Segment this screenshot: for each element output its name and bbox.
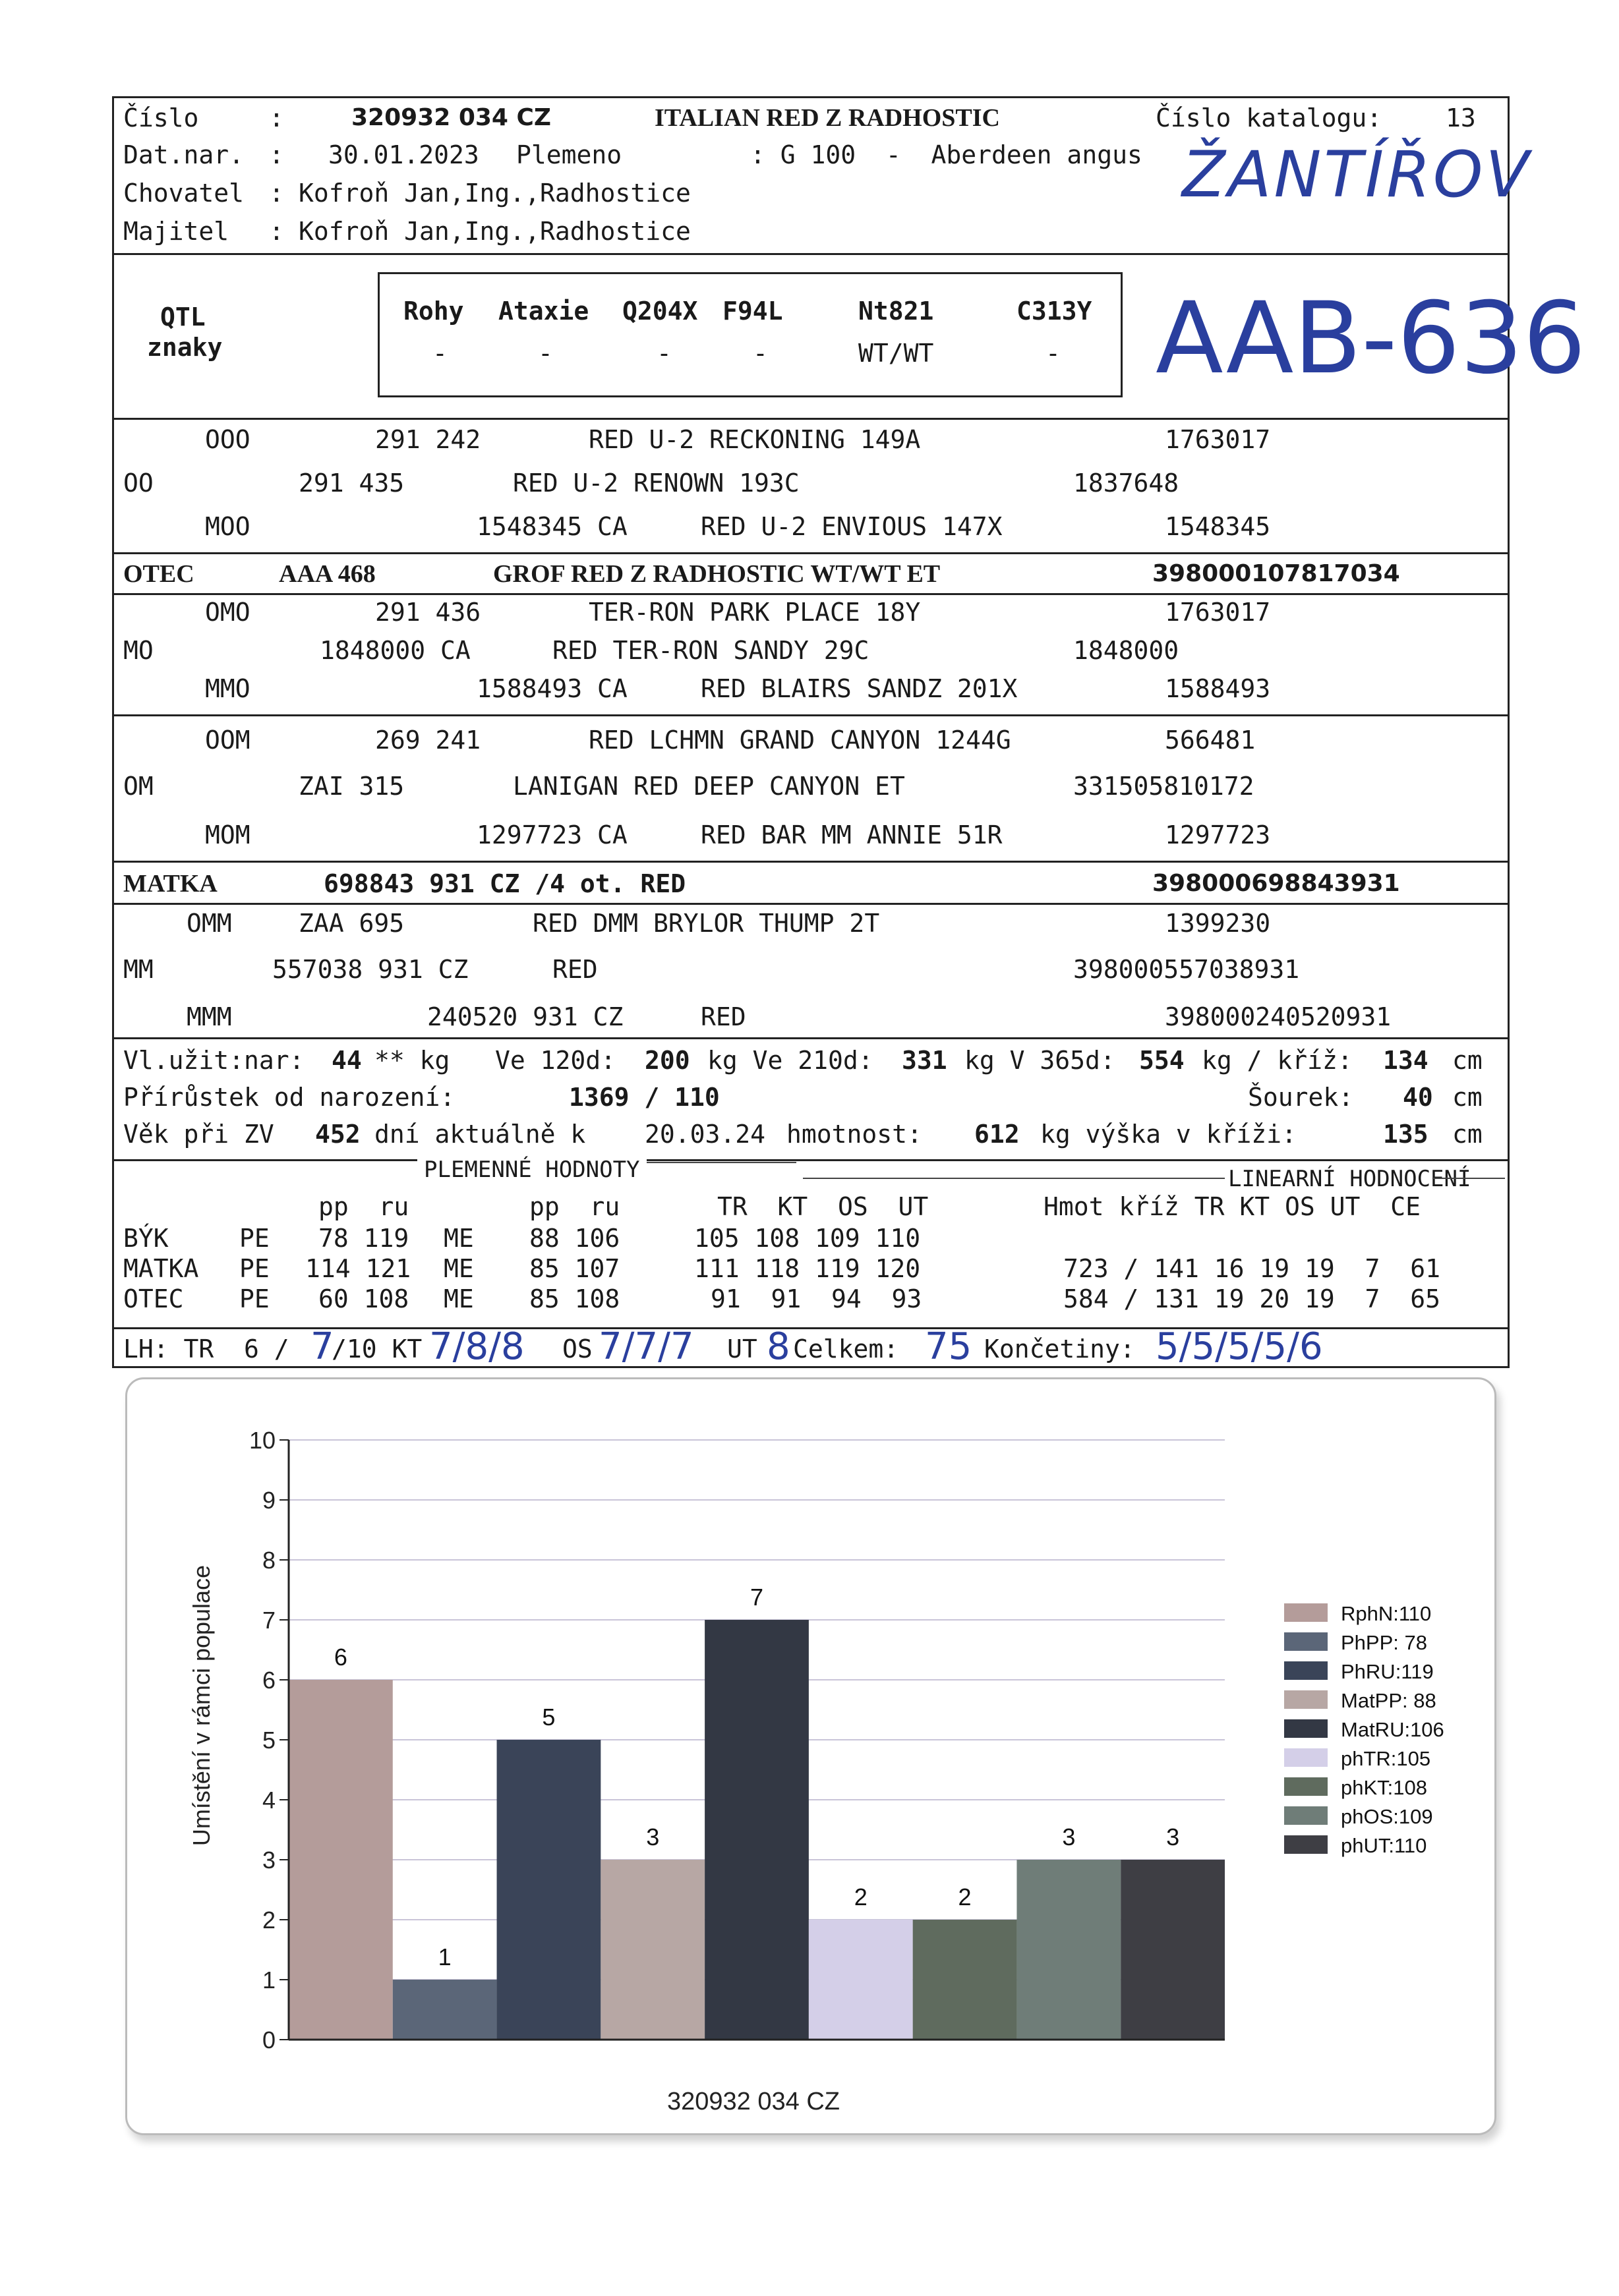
vyska-unit: cm bbox=[1452, 1120, 1483, 1149]
qtl-col-ataxie: Ataxie bbox=[498, 297, 589, 326]
lh-tr-rest: /10 KT bbox=[332, 1335, 423, 1363]
chart-canvas bbox=[127, 1379, 1496, 2135]
lh-kt-handwritten: 7/8/8 bbox=[429, 1325, 525, 1368]
performance-section bbox=[114, 1039, 1508, 1329]
om-reg: 331505810172 bbox=[1073, 772, 1254, 801]
row-me-values: 85 107 bbox=[529, 1254, 620, 1283]
om-code: OM bbox=[123, 772, 154, 801]
lh-os-label: OS bbox=[562, 1335, 593, 1363]
owner-label: Majitel bbox=[123, 217, 229, 246]
row-me: ME bbox=[444, 1254, 474, 1283]
moo-name: RED U-2 ENVIOUS 147X bbox=[701, 512, 1003, 541]
dam-code: MATKA bbox=[123, 870, 218, 898]
mom-reg: 1297723 bbox=[1165, 820, 1271, 849]
bar-1 bbox=[393, 1980, 497, 2040]
bar-6 bbox=[913, 1920, 1017, 2040]
moo-reg: 1548345 bbox=[1165, 512, 1271, 541]
lh-celkem-label: Celkem: bbox=[793, 1335, 899, 1363]
qtl-col-nt821: Nt821 bbox=[858, 297, 934, 326]
bar-5 bbox=[809, 1920, 913, 2040]
lh-label: LH: TR 6 / bbox=[123, 1335, 289, 1363]
legend-swatch bbox=[1284, 1690, 1328, 1709]
sire-row bbox=[114, 554, 1508, 595]
omm-code: OMM bbox=[187, 909, 232, 938]
moo-id: 1548345 CA bbox=[477, 512, 628, 541]
sire-reg: 398000107817034 bbox=[1152, 560, 1400, 587]
omo-id: 291 436 bbox=[375, 598, 481, 627]
population-placement-chart bbox=[125, 1377, 1496, 2135]
row-me-values: 88 106 bbox=[529, 1224, 620, 1253]
mom-name: RED BAR MM ANNIE 51R bbox=[701, 820, 1003, 849]
om-id: ZAI 315 bbox=[299, 772, 405, 801]
sourek-label: Šourek: bbox=[1248, 1083, 1354, 1112]
mmo-name: RED BLAIRS SANDZ 201X bbox=[701, 674, 1018, 703]
legend-swatch bbox=[1284, 1748, 1328, 1767]
qtl-section bbox=[114, 255, 1586, 420]
head-traits: TR KT OS UT bbox=[717, 1192, 929, 1221]
omo-reg: 1763017 bbox=[1165, 598, 1271, 627]
bar-value-label: 1 bbox=[438, 1943, 452, 1970]
bar-value-label: 2 bbox=[854, 1883, 868, 1910]
legend-entry: phTR:105 bbox=[1341, 1747, 1431, 1770]
lh-koncetiny-handwritten: 5/5/5/5/6 bbox=[1156, 1325, 1323, 1368]
sire-code: OTEC bbox=[123, 560, 194, 588]
dam-row bbox=[114, 863, 1508, 905]
chart-legend bbox=[1284, 1602, 1444, 1857]
mm-id: 557038 931 CZ bbox=[272, 955, 469, 984]
breeder: Kofroň Jan,Ing.,Radhostice bbox=[299, 179, 691, 208]
handwritten-code: AAB-636 bbox=[1156, 281, 1586, 396]
mom-id: 1297723 CA bbox=[477, 820, 628, 849]
kriz-label: kg / kříž: bbox=[1202, 1046, 1353, 1075]
head-pe: pp ru bbox=[318, 1192, 409, 1221]
plemenne-title: PLEMENNÉ HODNOTY bbox=[417, 1155, 647, 1184]
legend-entry: MatRU:106 bbox=[1341, 1718, 1444, 1741]
hmotnost-value: 612 bbox=[974, 1120, 1020, 1149]
row-label: OTEC bbox=[123, 1284, 184, 1313]
y-tick-label: 0 bbox=[262, 2026, 276, 2053]
oo-reg: 1837648 bbox=[1073, 469, 1179, 498]
animal-number: 320932 034 CZ bbox=[351, 104, 552, 131]
bar-value-label: 3 bbox=[646, 1823, 660, 1851]
ooo-reg: 1763017 bbox=[1165, 425, 1271, 454]
bar-value-label: 3 bbox=[1062, 1823, 1076, 1851]
sire-id: AAA 468 bbox=[279, 560, 376, 588]
vyska-label: kg výška v kříži: bbox=[1040, 1120, 1297, 1149]
colon: : bbox=[269, 103, 284, 132]
mmm-code: MMM bbox=[187, 1002, 232, 1031]
qtl-label: QTL bbox=[160, 302, 206, 331]
legend-entry: MatPP: 88 bbox=[1341, 1689, 1436, 1712]
ve210-label: kg Ve 210d: bbox=[707, 1046, 873, 1075]
mo-name: RED TER-RON SANDY 29C bbox=[552, 636, 869, 665]
dam-id: 698843 931 CZ /4 ot. RED bbox=[324, 869, 686, 898]
dam-dam-block bbox=[114, 905, 1508, 1039]
animal-name: ITALIAN RED Z RADHOSTIC bbox=[655, 104, 1001, 132]
mmm-reg: 398000240520931 bbox=[1165, 1002, 1392, 1031]
v365-value: 554 bbox=[1139, 1046, 1185, 1075]
row-pe: PE bbox=[239, 1254, 270, 1283]
bar-8 bbox=[1121, 1860, 1225, 2040]
legend-swatch bbox=[1284, 1661, 1328, 1680]
sourek-value: 40 bbox=[1403, 1083, 1433, 1112]
linearni-rule-right bbox=[1432, 1178, 1505, 1179]
lh-row bbox=[114, 1325, 1508, 1368]
legend-swatch bbox=[1284, 1835, 1328, 1854]
lh-ut-handwritten: 8 bbox=[767, 1325, 790, 1368]
row-traits: 105 108 109 110 bbox=[694, 1224, 921, 1253]
legend-swatch bbox=[1284, 1632, 1328, 1651]
qtl-label-2: znaky bbox=[147, 333, 223, 362]
row-traits: 111 118 119 120 bbox=[694, 1254, 921, 1283]
vek-label: Věk při ZV bbox=[123, 1120, 274, 1149]
lh-celkem-handwritten: 75 bbox=[925, 1325, 972, 1368]
ooo-code: OOO bbox=[205, 425, 250, 454]
row-pe-values: 78 119 bbox=[318, 1224, 409, 1253]
ve120-value: 200 bbox=[645, 1046, 690, 1075]
omm-reg: 1399230 bbox=[1165, 909, 1271, 938]
row-pe-values: 114 121 bbox=[305, 1254, 411, 1283]
legend-swatch bbox=[1284, 1603, 1328, 1622]
vyska-value: 135 bbox=[1383, 1120, 1428, 1149]
omm-id: ZAA 695 bbox=[299, 909, 405, 938]
vl-nar-value: 44 bbox=[332, 1046, 362, 1075]
oo-name: RED U-2 RENOWN 193C bbox=[513, 469, 800, 498]
handwritten-location: ŽANTÍŘOV bbox=[1182, 138, 1532, 212]
legend-entry: phOS:109 bbox=[1341, 1805, 1433, 1828]
cislo-label: Číslo bbox=[123, 103, 199, 132]
legend-swatch bbox=[1284, 1719, 1328, 1738]
hmotnost-label: hmotnost: bbox=[786, 1120, 922, 1149]
lh-os-handwritten: 7/7/7 bbox=[599, 1325, 694, 1368]
y-tick-label: 7 bbox=[262, 1607, 276, 1634]
breed: : G 100 - Aberdeen angus bbox=[750, 140, 1142, 169]
ooo-id: 291 242 bbox=[375, 425, 481, 454]
row-me-values: 85 108 bbox=[529, 1284, 620, 1313]
qtl-col-q204x: Q204X bbox=[622, 297, 698, 326]
y-axis-label: Umístění v rámci populace bbox=[188, 1564, 215, 1847]
mo-code: MO bbox=[123, 636, 154, 665]
mmm-id: 240520 931 CZ bbox=[427, 1002, 624, 1031]
vl-nar-label: Vl.užit:nar: bbox=[123, 1046, 305, 1075]
row-pe: PE bbox=[239, 1224, 270, 1253]
omo-name: TER-RON PARK PLACE 18Y bbox=[589, 598, 921, 627]
legend-entry: phUT:110 bbox=[1341, 1834, 1427, 1857]
mm-name: RED bbox=[552, 955, 598, 984]
animal-record-card bbox=[112, 96, 1586, 1368]
qtl-col-f94l: F94L bbox=[722, 297, 783, 326]
linearni-title: LINEARNÍ HODNOCENÍ bbox=[1228, 1166, 1471, 1192]
v365-label: kg V 365d: bbox=[964, 1046, 1115, 1075]
kriz-unit: cm bbox=[1452, 1046, 1483, 1075]
oom-name: RED LCHMN GRAND CANYON 1244G bbox=[589, 726, 1011, 755]
ve210-value: 331 bbox=[902, 1046, 947, 1075]
oo-code: OO bbox=[123, 469, 154, 498]
ve120-label: ** kg Ve 120d: bbox=[374, 1046, 616, 1075]
row-linear: 584 / 131 19 20 19 7 65 bbox=[1063, 1284, 1440, 1313]
moo-code: MOO bbox=[205, 512, 250, 541]
row-traits: 91 91 94 93 bbox=[711, 1284, 922, 1313]
breed-label: Plemeno bbox=[516, 140, 622, 169]
legend-entry: PhPP: 78 bbox=[1341, 1631, 1427, 1654]
bar-4 bbox=[705, 1620, 809, 2040]
vek-value: 452 bbox=[315, 1120, 361, 1149]
lh-koncetiny-label: Končetiny: bbox=[984, 1335, 1135, 1363]
lh-tr-handwritten: 7 bbox=[310, 1325, 334, 1368]
birthdate-label: Dat.nar. bbox=[123, 140, 245, 169]
y-tick-label: 8 bbox=[262, 1547, 276, 1574]
lh-ut-label: UT bbox=[727, 1335, 757, 1363]
row-label: BÝK bbox=[123, 1224, 169, 1253]
bar-value-label: 3 bbox=[1166, 1823, 1180, 1851]
oo-id: 291 435 bbox=[299, 469, 405, 498]
birthdate: 30.01.2023 bbox=[328, 140, 479, 169]
dam-sire-block bbox=[114, 716, 1508, 863]
row-me: ME bbox=[444, 1284, 474, 1313]
qtl-col-rohy: Rohy bbox=[403, 297, 464, 326]
oom-code: OOM bbox=[205, 726, 250, 755]
prirustek-value: 1369 / 110 bbox=[569, 1083, 720, 1112]
bar-value-label: 7 bbox=[750, 1584, 764, 1611]
y-tick-label: 2 bbox=[262, 1907, 276, 1934]
mm-code: MM bbox=[123, 955, 154, 984]
mmo-reg: 1588493 bbox=[1165, 674, 1271, 703]
row-linear: 723 / 141 16 19 19 7 61 bbox=[1063, 1254, 1440, 1283]
y-tick-label: 9 bbox=[262, 1487, 276, 1514]
head-me: pp ru bbox=[529, 1192, 620, 1221]
qtl-val-c313y: - bbox=[1045, 339, 1061, 368]
mo-id: 1848000 CA bbox=[320, 636, 471, 665]
qtl-box bbox=[378, 272, 1123, 397]
om-name: LANIGAN RED DEEP CANYON ET bbox=[513, 772, 905, 801]
qtl-val-ataxie: - bbox=[538, 339, 553, 368]
prirustek-label: Přírůstek od narození: bbox=[123, 1083, 456, 1112]
plemenne-rule-right bbox=[803, 1178, 1225, 1179]
legend-entry: PhRU:119 bbox=[1341, 1660, 1434, 1683]
x-axis-label: 320932 034 CZ bbox=[667, 2088, 840, 2115]
oom-reg: 566481 bbox=[1165, 726, 1256, 755]
sire-dam-block bbox=[114, 595, 1508, 716]
catalog-number: 13 bbox=[1446, 103, 1476, 132]
mom-code: MOM bbox=[205, 820, 250, 849]
weigh-date: 20.03.24 bbox=[645, 1120, 766, 1149]
mm-reg: 398000557038931 bbox=[1073, 955, 1300, 984]
y-tick-label: 10 bbox=[249, 1427, 276, 1454]
bar-2 bbox=[497, 1740, 601, 2040]
divider bbox=[114, 1159, 1508, 1161]
aktualne-label: dní aktuálně k bbox=[374, 1120, 586, 1149]
bar-3 bbox=[601, 1860, 705, 2040]
mmm-name: RED bbox=[701, 1002, 746, 1031]
ooo-name: RED U-2 RECKONING 149A bbox=[589, 425, 921, 454]
omo-code: OMO bbox=[205, 598, 250, 627]
catalog-label: Číslo katalogu: bbox=[1156, 103, 1382, 132]
mo-reg: 1848000 bbox=[1073, 636, 1179, 665]
legend-swatch bbox=[1284, 1777, 1328, 1796]
dam-reg: 398000698843931 bbox=[1152, 870, 1400, 897]
qtl-col-c313y: C313Y bbox=[1016, 297, 1092, 326]
legend-entry: phKT:108 bbox=[1341, 1776, 1427, 1799]
y-tick-label: 4 bbox=[262, 1787, 276, 1814]
bar-7 bbox=[1016, 1860, 1121, 2040]
kriz-value: 134 bbox=[1383, 1046, 1428, 1075]
bar-value-label: 6 bbox=[334, 1644, 347, 1671]
y-tick-label: 5 bbox=[262, 1727, 276, 1754]
sourek-unit: cm bbox=[1452, 1083, 1483, 1112]
bar-value-label: 5 bbox=[542, 1704, 556, 1731]
header-section: Číslo : 320932 034 CZ ITALIAN RED Z RADHOSTIC Číslo katalogu: 13 Dat.nar. : 30.01.2023 Plemeno : G 100 - Aberdeen angus Chovatel : Kofroň Jan,Ing.,Radhostice Majitel : Kofroň Jan,Ing.,Radhostice ŽANTÍŘOV bbox=[114, 98, 1508, 255]
qtl-val-f94l: - bbox=[753, 339, 768, 368]
qtl-val-rohy: - bbox=[432, 339, 448, 368]
row-label: MATKA bbox=[123, 1254, 199, 1283]
row-me: ME bbox=[444, 1224, 474, 1253]
row-pe-values: 60 108 bbox=[318, 1284, 409, 1313]
omm-name: RED DMM BRYLOR THUMP 2T bbox=[533, 909, 880, 938]
mmo-id: 1588493 CA bbox=[477, 674, 628, 703]
qtl-val-q204x: - bbox=[657, 339, 672, 368]
legend-swatch bbox=[1284, 1806, 1328, 1825]
owner: Kofroň Jan,Ing.,Radhostice bbox=[299, 217, 691, 246]
oom-id: 269 241 bbox=[375, 726, 481, 755]
head-linear: Hmot kříž TR KT OS UT CE bbox=[1044, 1192, 1421, 1221]
row-pe: PE bbox=[239, 1284, 270, 1313]
mmo-code: MMO bbox=[205, 674, 250, 703]
legend-entry: RphN:110 bbox=[1341, 1602, 1432, 1625]
sire-name: GROF RED Z RADHOSTIC WT/WT ET bbox=[493, 560, 941, 588]
bar-value-label: 2 bbox=[958, 1883, 972, 1910]
chart-bars bbox=[289, 1620, 1225, 2040]
breeder-label: Chovatel bbox=[123, 179, 245, 208]
bar-0 bbox=[289, 1680, 393, 2040]
sire-sire-block bbox=[114, 420, 1508, 554]
qtl-val-nt821: WT/WT bbox=[858, 339, 934, 368]
y-tick-label: 1 bbox=[262, 1966, 276, 1994]
y-tick-label: 3 bbox=[262, 1847, 276, 1874]
y-tick-label: 6 bbox=[262, 1667, 276, 1694]
